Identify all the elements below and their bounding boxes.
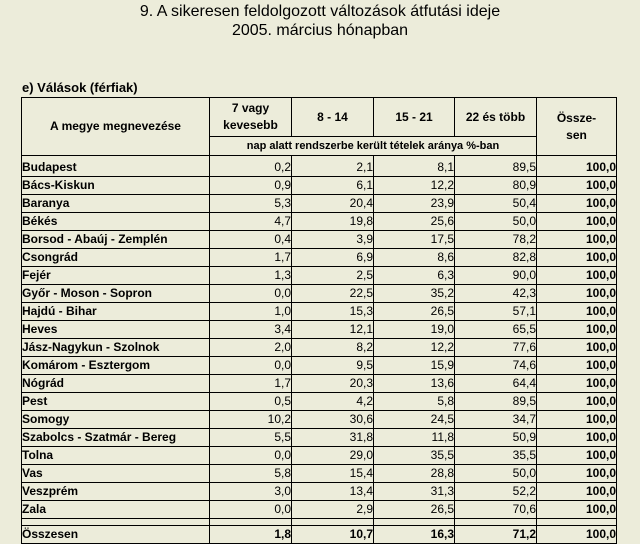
value-cell: 20,3 [292,375,374,393]
value-cell: 70,6 [455,501,537,519]
value-cell: 10,2 [210,411,292,429]
value-cell: 12,2 [374,339,455,357]
value-cell: 10,7 [292,526,374,544]
value-cell: 50,4 [455,195,537,213]
table-row [22,465,617,483]
value-cell: 8,2 [292,339,374,357]
spacer-cell [22,519,210,526]
total-cell: 100,0 [537,357,617,375]
total-cell: 100,0 [537,321,617,339]
total-cell: 100,0 [537,526,617,544]
county-name: Fejér [22,267,210,285]
value-cell: 5,3 [210,195,292,213]
value-cell: 5,8 [374,393,455,411]
value-cell: 34,7 [455,411,537,429]
value-cell: 2,0 [210,339,292,357]
table-row [22,501,617,519]
table-body [22,156,617,544]
header-col-4: 22 és több [455,98,537,137]
county-name: Baranya [22,195,210,213]
value-cell: 8,1 [374,156,455,177]
value-cell: 6,1 [292,177,374,195]
total-cell: 100,0 [537,213,617,231]
table-row [22,249,617,267]
value-cell: 82,8 [455,249,537,267]
spacer-row [22,519,617,526]
value-cell: 35,5 [455,447,537,465]
value-cell: 0,0 [210,501,292,519]
value-cell: 5,8 [210,465,292,483]
value-cell: 25,6 [374,213,455,231]
value-cell: 0,5 [210,393,292,411]
header-col-3: 15 - 21 [374,98,455,137]
value-cell: 8,6 [374,249,455,267]
value-cell: 23,9 [374,195,455,213]
table-row [22,285,617,303]
county-name: Pest [22,393,210,411]
value-cell: 4,7 [210,213,292,231]
county-name: Borsod - Abaúj - Zemplén [22,231,210,249]
value-cell: 5,5 [210,429,292,447]
total-cell: 100,0 [537,411,617,429]
county-name: Békés [22,213,210,231]
value-cell: 65,5 [455,321,537,339]
value-cell: 15,9 [374,357,455,375]
value-cell: 12,2 [374,177,455,195]
value-cell: 71,2 [455,526,537,544]
county-name: Budapest [22,156,210,177]
value-cell: 11,8 [374,429,455,447]
value-cell: 1,8 [210,526,292,544]
value-cell: 35,2 [374,285,455,303]
value-cell: 4,2 [292,393,374,411]
value-cell: 0,0 [210,285,292,303]
header-total: Össze-sen [537,98,617,156]
county-name: Csongrád [22,249,210,267]
value-cell: 1,0 [210,303,292,321]
value-cell: 1,7 [210,249,292,267]
value-cell: 26,5 [374,501,455,519]
section-label: e) Válások (férfiak) [22,80,138,95]
total-cell: 100,0 [537,156,617,177]
county-name: Hajdú - Bihar [22,303,210,321]
table-row [22,411,617,429]
county-name: Nógrád [22,375,210,393]
value-cell: 89,5 [455,156,537,177]
table-row [22,375,617,393]
table-row [22,156,617,177]
county-name: Szabolcs - Szatmár - Bereg [22,429,210,447]
value-cell: 89,5 [455,393,537,411]
value-cell: 3,0 [210,483,292,501]
summary-row [22,526,617,544]
county-name: Jász-Nagykun - Szolnok [22,339,210,357]
data-table [21,97,617,544]
county-name: Zala [22,501,210,519]
table-row [22,429,617,447]
table-row [22,483,617,501]
value-cell: 13,4 [292,483,374,501]
county-name: Tolna [22,447,210,465]
value-cell: 30,6 [292,411,374,429]
table-row [22,357,617,375]
value-cell: 15,4 [292,465,374,483]
total-cell: 100,0 [537,249,617,267]
value-cell: 31,8 [292,429,374,447]
value-cell: 28,8 [374,465,455,483]
value-cell: 2,5 [292,267,374,285]
value-cell: 1,7 [210,375,292,393]
county-name: Győr - Moson - Sopron [22,285,210,303]
table-row [22,177,617,195]
value-cell: 22,5 [292,285,374,303]
value-cell: 26,5 [374,303,455,321]
value-cell: 24,5 [374,411,455,429]
county-name: Bács-Kiskun [22,177,210,195]
title-line-2: 2005. március hónapban [231,22,409,39]
value-cell: 19,8 [292,213,374,231]
table-row [22,267,617,285]
header-col-2: 8 - 14 [292,98,374,137]
county-name: Veszprém [22,483,210,501]
value-cell: 17,5 [374,231,455,249]
value-cell: 78,2 [455,231,537,249]
value-cell: 9,5 [292,357,374,375]
header-county: A megye megnevezése [22,98,210,156]
county-name: Somogy [22,411,210,429]
table-row [22,447,617,465]
table-row [22,195,617,213]
county-name: Vas [22,465,210,483]
total-cell: 100,0 [537,429,617,447]
total-cell: 100,0 [537,393,617,411]
value-cell: 64,4 [455,375,537,393]
value-cell: 2,9 [292,501,374,519]
table-row [22,393,617,411]
value-cell: 77,6 [455,339,537,357]
value-cell: 42,3 [455,285,537,303]
value-cell: 0,9 [210,177,292,195]
value-cell: 20,4 [292,195,374,213]
total-cell: 100,0 [537,501,617,519]
spacer-cell [210,519,292,526]
spacer-cell [374,519,455,526]
value-cell: 52,2 [455,483,537,501]
value-cell: 6,9 [292,249,374,267]
header-subcaption: nap alatt rendszerbe került tételek aránya %-ban [210,137,537,156]
total-cell: 100,0 [537,285,617,303]
total-cell: 100,0 [537,447,617,465]
header-col-1: 7 vagy kevesebb [210,98,292,137]
value-cell: 35,5 [374,447,455,465]
value-cell: 2,1 [292,156,374,177]
table-row [22,321,617,339]
total-cell: 100,0 [537,483,617,501]
value-cell: 3,4 [210,321,292,339]
table-row [22,213,617,231]
value-cell: 50,9 [455,429,537,447]
value-cell: 16,3 [374,526,455,544]
value-cell: 50,0 [455,465,537,483]
total-cell: 100,0 [537,231,617,249]
total-cell: 100,0 [537,303,617,321]
value-cell: 6,3 [374,267,455,285]
value-cell: 0,2 [210,156,292,177]
value-cell: 31,3 [374,483,455,501]
table-row [22,339,617,357]
county-name: Összesen [22,526,210,544]
total-cell: 100,0 [537,375,617,393]
value-cell: 0,0 [210,357,292,375]
value-cell: 74,6 [455,357,537,375]
spacer-cell [292,519,374,526]
value-cell: 0,0 [210,447,292,465]
value-cell: 80,9 [455,177,537,195]
value-cell: 50,0 [455,213,537,231]
table-row [22,231,617,249]
spacer-cell [455,519,537,526]
value-cell: 13,6 [374,375,455,393]
spacer-cell [537,519,617,526]
value-cell: 29,0 [292,447,374,465]
total-cell: 100,0 [537,465,617,483]
value-cell: 12,1 [292,321,374,339]
county-name: Komárom - Esztergom [22,357,210,375]
value-cell: 90,0 [455,267,537,285]
value-cell: 0,4 [210,231,292,249]
value-cell: 15,3 [292,303,374,321]
value-cell: 19,0 [374,321,455,339]
value-cell: 1,3 [210,267,292,285]
total-cell: 100,0 [537,195,617,213]
total-cell: 100,0 [537,177,617,195]
county-name: Heves [22,321,210,339]
report-title [0,2,640,40]
value-cell: 3,9 [292,231,374,249]
total-cell: 100,0 [537,267,617,285]
table-row [22,303,617,321]
title-line-1: 9. A sikeresen feldolgozott változások átfutási ideje [139,3,501,20]
total-cell: 100,0 [537,339,617,357]
value-cell: 57,1 [455,303,537,321]
